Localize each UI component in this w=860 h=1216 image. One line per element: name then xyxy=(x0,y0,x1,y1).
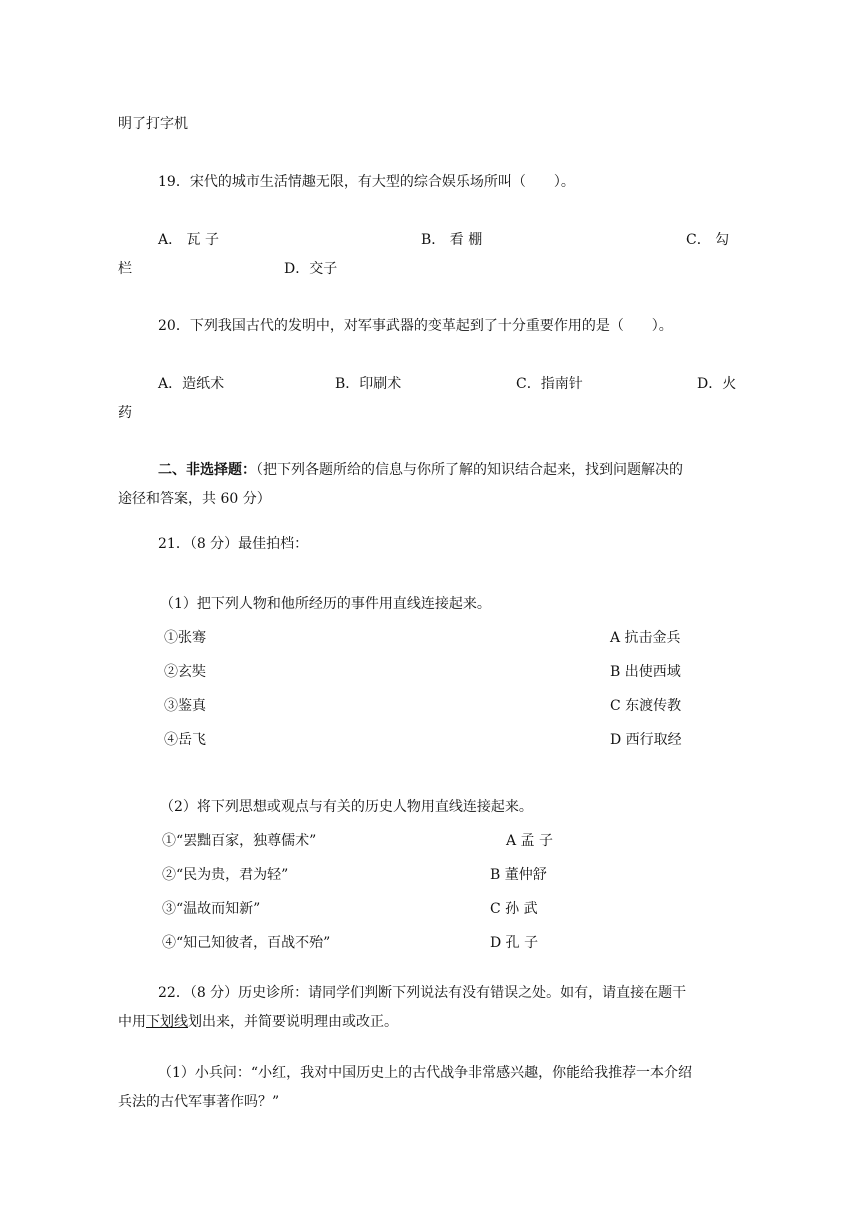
q22-text-post: 划出来，并简要说明理由或改正。 xyxy=(188,1014,398,1030)
q21-2-person-4: D 孔 子 xyxy=(490,935,539,951)
question-21: 21．（8 分）最佳拍档： xyxy=(158,536,309,552)
q21-1-person-3: ③鉴真 xyxy=(164,698,206,714)
q21-1-person-4: ④岳飞 xyxy=(164,732,206,748)
q21-2-person-3: C 孙 武 xyxy=(490,901,538,917)
question-20: 20．下列我国古代的发明中，对军事武器的变革起到了十分重要作用的是（ ）。 xyxy=(158,318,673,334)
q20-option-d-cont: 药 xyxy=(118,405,132,421)
q21-2-person-1: A 孟 子 xyxy=(506,833,554,849)
q21-2-idea-1: ①“罢黜百家，独尊儒术” xyxy=(162,833,317,849)
section-2-desc: （把下列各题所给的信息与你所了解的知识结合起来，找到问题解决的 xyxy=(256,462,683,478)
q20-option-b: B．印刷术 xyxy=(335,376,402,392)
q22-part-1-cont: 兵法的古代军事著作吗？” xyxy=(118,1094,280,1110)
q21-part-2: （2）将下列思想或观点与有关的历史人物用直线连接起来。 xyxy=(160,799,533,815)
q20-option-c: C．指南针 xyxy=(516,376,583,392)
q22-underline-term: 下划线 xyxy=(146,1014,188,1030)
q19-option-c: C． 勾 xyxy=(686,232,730,248)
q21-2-idea-4: ④“知己知彼者，百战不殆” xyxy=(162,935,331,951)
continued-line: 明了打字机 xyxy=(118,116,188,132)
q20-option-d: D．火 xyxy=(697,376,737,392)
question-22-cont xyxy=(118,1012,398,1032)
q21-1-event-2: B 出使西域 xyxy=(610,664,681,680)
q21-1-person-2: ②玄奘 xyxy=(164,664,206,680)
q21-2-person-2: B 董仲舒 xyxy=(490,867,547,883)
q22-part-1: （1）小兵问：“小红，我对中国历史上的古代战争非常感兴趣，你能给我推荐一本介绍 xyxy=(158,1065,693,1081)
q19-option-a: A． 瓦 子 xyxy=(158,232,220,248)
q19-option-c-cont: 栏 xyxy=(118,261,132,277)
q21-2-idea-3: ③“温故而知新” xyxy=(162,901,261,917)
q21-2-idea-2: ②“民为贵，君为轻” xyxy=(162,867,289,883)
section-2-header xyxy=(158,460,683,480)
q21-1-event-3: C 东渡传教 xyxy=(610,698,682,714)
q22-text-pre: 中用 xyxy=(118,1014,146,1030)
q21-1-event-1: A 抗击金兵 xyxy=(610,630,681,646)
q20-option-a: A．造纸术 xyxy=(158,376,225,392)
q21-1-person-1: ①张骞 xyxy=(164,630,206,646)
q19-option-b: B． 看 棚 xyxy=(421,232,483,248)
section-2-desc-cont: 途径和答案，共 60 分） xyxy=(118,491,271,507)
q21-part-1: （1）把下列人物和他所经历的事件用直线连接起来。 xyxy=(160,596,491,612)
question-22: 22．（8 分）历史诊所：请同学们判断下列说法有没有错误之处。如有，请直接在题干 xyxy=(158,985,687,1001)
question-19: 19．宋代的城市生活情趣无限，有大型的综合娱乐场所叫（ ）。 xyxy=(158,174,575,190)
q21-1-event-4: D 西行取经 xyxy=(610,732,682,748)
section-2-title: 二、非选择题： xyxy=(158,462,256,478)
q19-option-d: D．交子 xyxy=(284,261,338,277)
